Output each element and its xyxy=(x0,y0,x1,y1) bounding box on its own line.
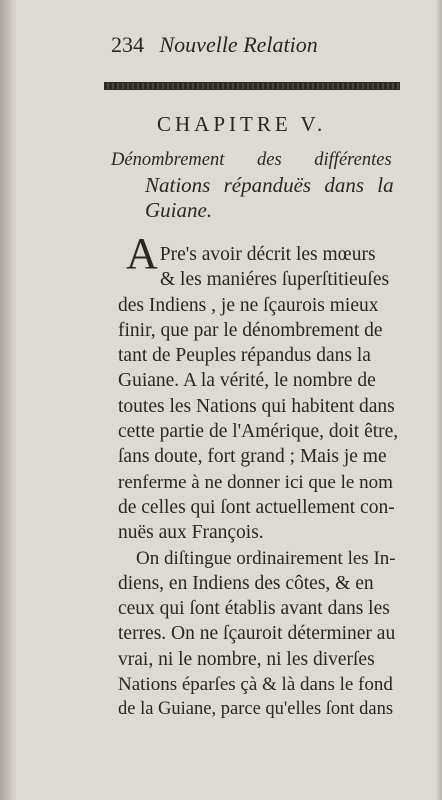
text-line: vrai, ni le nombre, ni les diverſes xyxy=(118,648,375,670)
text-line: & les maniéres ſuperſtitieuſes xyxy=(160,269,390,291)
body-text xyxy=(85,229,399,723)
text-line: terres. On ne ſçauroit déterminer au xyxy=(118,623,396,645)
text-line-content: Pre's avoir décrit les mœurs xyxy=(159,244,376,265)
chapter-subtitle xyxy=(111,148,395,223)
subtitle-line: Dénombrement des différentes xyxy=(111,150,392,170)
text-line: de celles qui ſont actuellement con- xyxy=(118,496,395,518)
text-line xyxy=(85,229,399,278)
page-number: 234 xyxy=(111,32,144,57)
book-spine-shadow xyxy=(0,0,16,800)
drop-cap: A xyxy=(126,229,158,278)
text-line: renferme à ne donner ici que le nom xyxy=(118,471,393,493)
running-title: Nouvelle Relation xyxy=(159,32,318,57)
page-edge xyxy=(436,0,442,800)
ornamental-rule xyxy=(104,82,400,90)
text-line: finir, que par le dénombrement de xyxy=(118,319,383,341)
text-line: ceux qui ſont établis avant dans les xyxy=(118,598,390,620)
subtitle-line: Guiane. xyxy=(145,198,213,222)
subtitle-line: Nations répanduës dans la xyxy=(145,173,394,197)
text-line: Nations éparſes çà & là dans le fond xyxy=(118,674,393,696)
text-line: des Indiens , je ne ſçaurois mieux xyxy=(118,294,379,316)
text-line: diens, en Indiens des côtes, & en xyxy=(118,572,374,594)
running-head xyxy=(111,32,318,58)
text-line: On diſtingue ordinairement les In- xyxy=(136,547,396,569)
chapter-heading: CHAPITRE V. xyxy=(157,112,327,136)
text-line: nuës aux François. xyxy=(118,522,264,544)
text-line: ſans doute, fort grand ; Mais je me xyxy=(118,446,387,468)
text-line: toutes les Nations qui habitent dans xyxy=(118,395,395,417)
text-line: tant de Peuples répandus dans la xyxy=(118,345,371,367)
text-line: cette partie de l'Amérique, doit être, xyxy=(118,421,399,443)
text-line: de la Guiane, parce qu'elles ſont dans xyxy=(118,699,394,720)
text-line: Guiane. A la vérité, le nombre de xyxy=(118,370,376,392)
